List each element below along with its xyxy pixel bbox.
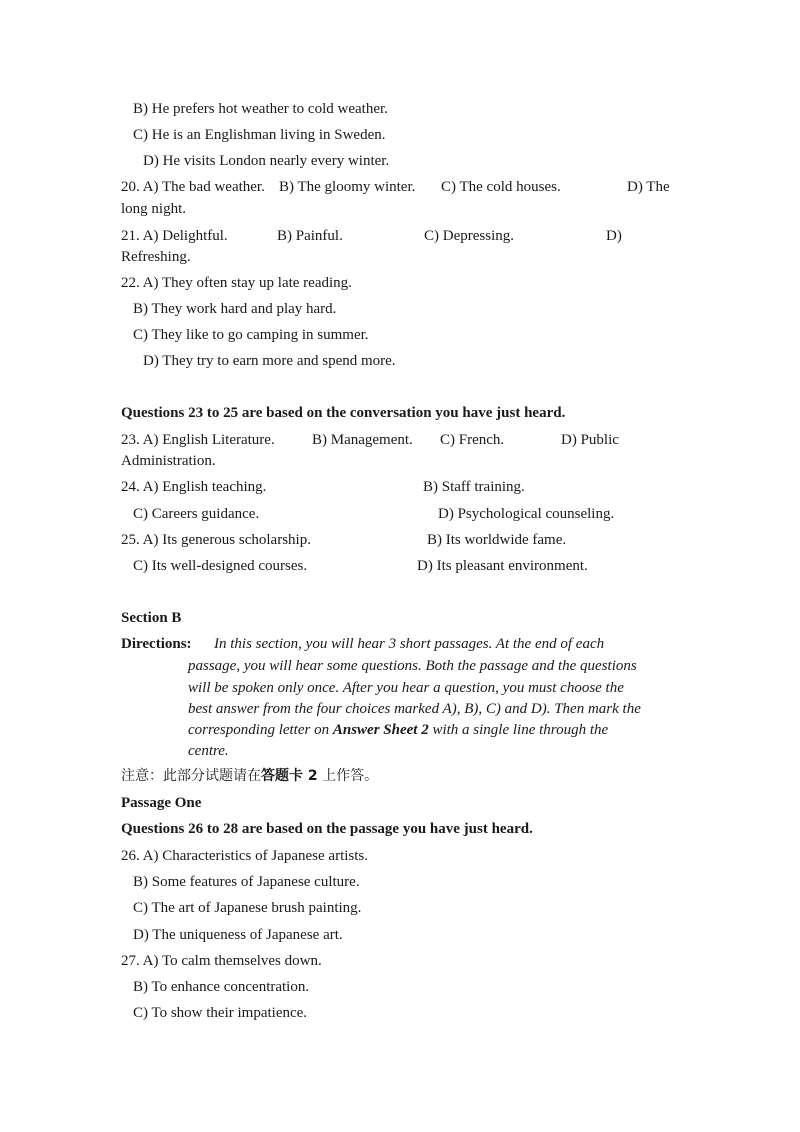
q21-option-b: B) Painful. (277, 228, 343, 244)
q19-option-c: C) He is an Englishman living in Sweden. (133, 127, 386, 143)
q27-option-b: B) To enhance concentration. (133, 979, 310, 995)
chinese-note-answer-sheet: 答题卡 2 (261, 768, 318, 784)
directions-line-5 (188, 720, 608, 740)
q23-25-heading: Questions 23 to 25 are based on the conversation you have just heard. (121, 405, 566, 421)
q20-option-d: D) The (627, 179, 670, 195)
directions-line-3: will be spoken only once. After you hear a question, you must choose the (188, 680, 624, 696)
q26-option-d: D) The uniqueness of Japanese art. (133, 927, 343, 943)
q23-option-c: C) French. (440, 432, 505, 448)
q27-option-c: C) To show their impatience. (133, 1005, 308, 1021)
q20-option-b: B) The gloomy winter. (279, 179, 416, 195)
chinese-note-pre: 注意：此部分试题请在 (121, 768, 261, 784)
chinese-note-post: 上作答。 (317, 768, 379, 784)
q26-28-heading: Questions 26 to 28 are based on the passage you have just heard. (121, 821, 533, 837)
q24-option-d: D) Psychological counseling. (438, 506, 615, 522)
q21-option-d: D) (606, 228, 622, 244)
q23-option-d-wrap: Administration. (121, 453, 216, 469)
q23-option-b: B) Management. (312, 432, 413, 448)
q20-option-d-wrap: long night. (121, 201, 187, 217)
q24-option-a: 24. A) English teaching. (121, 479, 267, 495)
directions-line-6: centre. (188, 743, 229, 759)
directions-line-4: best answer from the four choices marked A), B), C) and D). Then mark the (188, 701, 641, 717)
directions-line-2: passage, you will hear some questions. Both the passage and the questions (188, 658, 637, 674)
q22-option-c: C) They like to go camping in summer. (133, 327, 369, 343)
q19-option-d: D) He visits London nearly every winter. (143, 153, 390, 169)
q22-option-b: B) They work hard and play hard. (133, 301, 337, 317)
q25-option-a: 25. A) Its generous scholarship. (121, 532, 311, 548)
chinese-note (121, 766, 378, 786)
q27-option-a: 27. A) To calm themselves down. (121, 953, 322, 969)
q25-option-c: C) Its well-designed courses. (133, 558, 308, 574)
directions-line-1: In this section, you will hear 3 short passages. At the end of each (214, 636, 605, 652)
q26-option-c: C) The art of Japanese brush painting. (133, 900, 362, 916)
q26-option-a: 26. A) Characteristics of Japanese artists. (121, 848, 369, 864)
q20-option-a: 20. A) The bad weather. (121, 179, 265, 195)
q19-option-b: B) He prefers hot weather to cold weather. (133, 101, 388, 117)
answer-sheet-reference: Answer Sheet 2 (332, 722, 429, 738)
directions-line-5-pre: corresponding letter on (188, 722, 333, 738)
directions-line-5-post: with a single line through the (428, 722, 609, 738)
q22-option-d: D) They try to earn more and spend more. (143, 353, 396, 369)
q25-option-d: D) Its pleasant environment. (417, 558, 588, 574)
q24-option-b: B) Staff training. (423, 479, 525, 495)
q25-option-b: B) Its worldwide fame. (427, 532, 567, 548)
q24-option-c: C) Careers guidance. (133, 506, 260, 522)
q26-option-b: B) Some features of Japanese culture. (133, 874, 360, 890)
q20-option-c: C) The cold houses. (441, 179, 561, 195)
directions-label: Directions: (121, 636, 192, 652)
q21-option-d-wrap: Refreshing. (121, 249, 191, 265)
q22-option-a: 22. A) They often stay up late reading. (121, 275, 352, 291)
q21-option-c: C) Depressing. (424, 228, 514, 244)
q23-option-a: 23. A) English Literature. (121, 432, 275, 448)
passage-one-title: Passage One (121, 795, 202, 811)
q21-option-a: 21. A) Delightful. (121, 228, 228, 244)
q23-option-d: D) Public (561, 432, 619, 448)
section-b-title: Section B (121, 610, 182, 626)
